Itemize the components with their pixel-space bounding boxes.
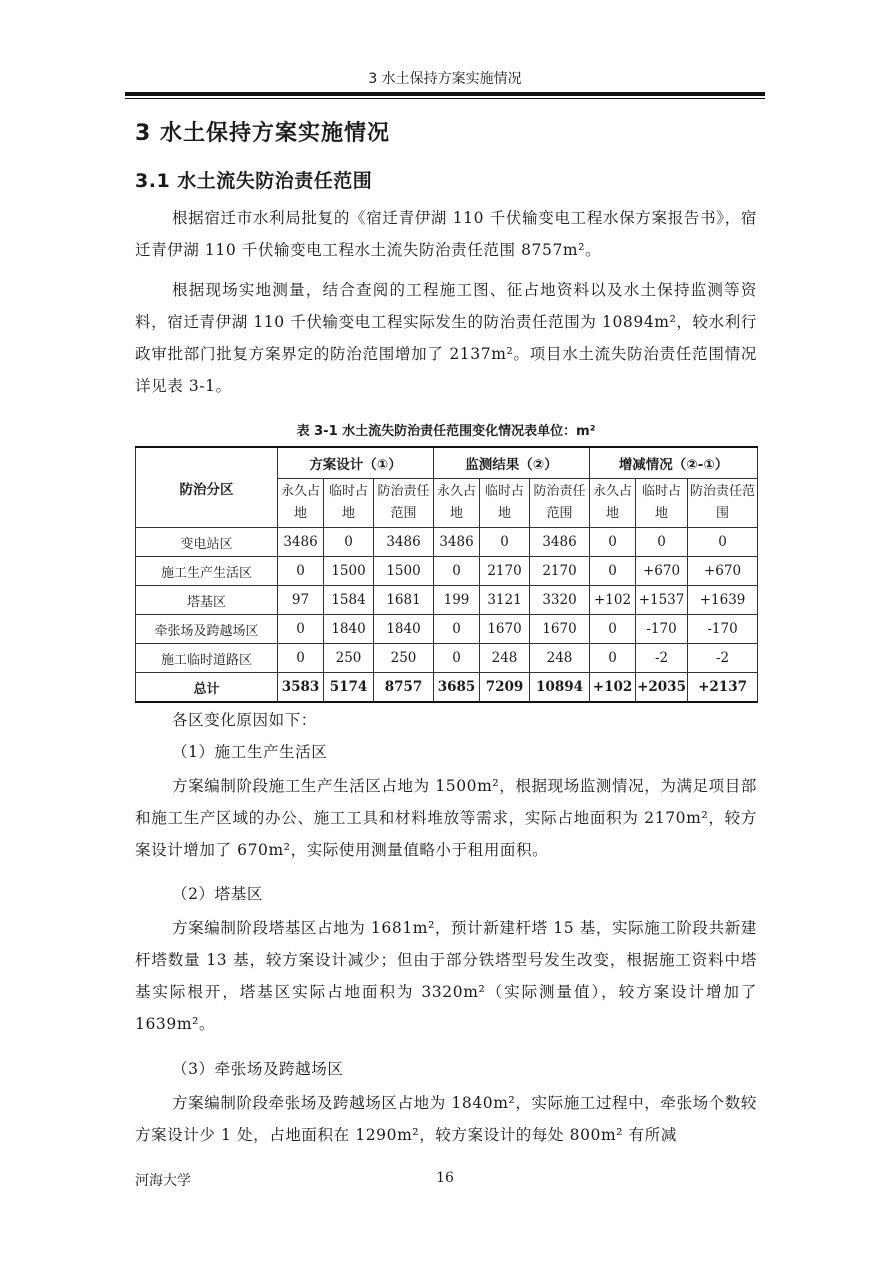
value-cell: +1537 xyxy=(636,586,688,615)
table-row xyxy=(136,528,758,557)
table-row xyxy=(136,557,758,586)
value-cell: 250 xyxy=(374,644,434,673)
paragraph-actual-scope: 根据现场实地测量，结合查阅的工程施工图、征占地资料以及水土保持监测等资料，宿迁青伊湖 110 千伏输变电工程实际发生的防治责任范围为 10894m²，较水利行政审批部门批复方案界定的防治范围增加了 2137m²。项目水土流失防治责任范围情况详见表 3-1。 xyxy=(135,281,757,395)
subheader-cell: 临时占地 xyxy=(480,479,530,528)
value-cell: 199 xyxy=(434,586,480,615)
subheader-cell: 临时占地 xyxy=(324,479,374,528)
value-cell: 3486 xyxy=(278,528,324,557)
value-cell: 250 xyxy=(324,644,374,673)
subheader-cell: 防治责任范围 xyxy=(374,479,434,528)
value-cell: +1639 xyxy=(688,586,758,615)
value-cell: 10894 xyxy=(530,673,590,703)
value-cell: 1500 xyxy=(374,557,434,586)
value-cell: 1584 xyxy=(324,586,374,615)
value-cell: 3486 xyxy=(374,528,434,557)
zone-cell: 总计 xyxy=(136,673,278,703)
zone-cell: 施工生产生活区 xyxy=(136,557,278,586)
value-cell: 3486 xyxy=(530,528,590,557)
zone-header: 防治分区 xyxy=(136,447,278,528)
subheader-cell: 防治责任范围 xyxy=(530,479,590,528)
value-cell: 0 xyxy=(480,528,530,557)
group-header-change: 增减情况（②-①） xyxy=(590,447,758,479)
value-cell: 1670 xyxy=(480,615,530,644)
changes-item-3-title: （3）牵张场及跨越场区 xyxy=(172,1060,344,1078)
value-cell: 0 xyxy=(278,644,324,673)
zone-cell: 施工临时道路区 xyxy=(136,644,278,673)
header-rule-thick xyxy=(125,92,765,96)
value-cell: -2 xyxy=(688,644,758,673)
value-cell: 8757 xyxy=(374,673,434,703)
subheader-cell: 临时占地 xyxy=(636,479,688,528)
zone-cell: 塔基区 xyxy=(136,586,278,615)
value-cell: -170 xyxy=(636,615,688,644)
value-cell: 0 xyxy=(590,557,636,586)
table-body xyxy=(136,528,758,703)
changes-intro: 各区变化原因如下： xyxy=(172,711,317,729)
changes-item-2-text: 方案编制阶段塔基区占地为 1681m²，预计新建杆塔 15 基，实际施工阶段共新建杆塔数量 13 基，较方案设计减少；但由于部分铁塔型号发生改变，根据施工资料中塔基实际根开，塔基区实际占地面积为 3320m²（实际测量值），较方案设计增加了 1639m²。 xyxy=(135,919,757,1033)
value-cell: 0 xyxy=(278,557,324,586)
subheader-cell: 永久占地 xyxy=(590,479,636,528)
value-cell: 0 xyxy=(324,528,374,557)
value-cell: 3685 xyxy=(434,673,480,703)
value-cell: 0 xyxy=(434,644,480,673)
subheader-cell: 防治责任范围 xyxy=(688,479,758,528)
value-cell: +2137 xyxy=(688,673,758,703)
zone-cell: 牵张场及跨越场区 xyxy=(136,615,278,644)
value-cell: 97 xyxy=(278,586,324,615)
value-cell: 3320 xyxy=(530,586,590,615)
group-header-design: 方案设计（①） xyxy=(278,447,434,479)
value-cell: 7209 xyxy=(480,673,530,703)
value-cell: 1840 xyxy=(324,615,374,644)
value-cell: 0 xyxy=(590,528,636,557)
value-cell: 3583 xyxy=(278,673,324,703)
subheader-cell: 永久占地 xyxy=(278,479,324,528)
table-caption: 表 3-1 水土流失防治责任范围变化情况表单位：m² xyxy=(296,424,596,439)
changes-item-1-title: （1）施工生产生活区 xyxy=(172,743,328,761)
value-cell: 1500 xyxy=(324,557,374,586)
value-cell: 3121 xyxy=(480,586,530,615)
value-cell: 0 xyxy=(590,615,636,644)
responsibility-scope-table xyxy=(135,446,758,703)
value-cell: 2170 xyxy=(480,557,530,586)
value-cell: +102 xyxy=(590,586,636,615)
paragraph-approved-scope: 根据宿迁市水利局批复的《宿迁青伊湖 110 千伏输变电工程水保方案报告书》，宿迁青伊湖 110 千伏输变电工程水土流失防治责任范围 8757m²。 xyxy=(135,209,757,259)
zone-cell: 变电站区 xyxy=(136,528,278,557)
running-header: 3 水土保持方案实施情况 xyxy=(368,71,522,87)
value-cell: 1681 xyxy=(374,586,434,615)
value-cell: +670 xyxy=(688,557,758,586)
changes-item-3-text: 方案编制阶段牵张场及跨越场区占地为 1840m²，实际施工过程中，牵张场个数较方案设计少 1 处，占地面积在 1290m²，较方案设计的每处 800m² 有所减 xyxy=(135,1094,757,1144)
table-row xyxy=(136,644,758,673)
subheader-cell: 永久占地 xyxy=(434,479,480,528)
table-row xyxy=(136,586,758,615)
value-cell: 1670 xyxy=(530,615,590,644)
value-cell: 248 xyxy=(530,644,590,673)
value-cell: 0 xyxy=(434,557,480,586)
value-cell: -170 xyxy=(688,615,758,644)
footer-page-number: 16 xyxy=(436,1170,454,1186)
value-cell: +2035 xyxy=(636,673,688,703)
value-cell: 5174 xyxy=(324,673,374,703)
changes-item-2-title: （2）塔基区 xyxy=(172,885,263,903)
value-cell: +670 xyxy=(636,557,688,586)
footer-institution: 河海大学 xyxy=(135,1173,191,1189)
value-cell: -2 xyxy=(636,644,688,673)
value-cell: 1840 xyxy=(374,615,434,644)
value-cell: +102 xyxy=(590,673,636,703)
changes-item-1-text: 方案编制阶段施工生产生活区占地为 1500m²，根据现场监测情况，为满足项目部和施工生产区域的办公、施工工具和材料堆放等需求，实际占地面积为 2170m²，较方案设计增加了 670m²，实际使用测量值略小于租用面积。 xyxy=(135,777,757,859)
value-cell: 2170 xyxy=(530,557,590,586)
group-header-monitoring: 监测结果（②） xyxy=(434,447,590,479)
subsection-title: 3.1 水土流失防治责任范围 xyxy=(135,170,373,192)
value-cell: 0 xyxy=(434,615,480,644)
table-total-row xyxy=(136,673,758,703)
value-cell: 0 xyxy=(590,644,636,673)
value-cell: 248 xyxy=(480,644,530,673)
table-row xyxy=(136,615,758,644)
section-title: 3 水土保持方案实施情况 xyxy=(135,121,390,146)
value-cell: 0 xyxy=(636,528,688,557)
value-cell: 0 xyxy=(688,528,758,557)
value-cell: 0 xyxy=(278,615,324,644)
header-rule-thin xyxy=(125,98,765,99)
value-cell: 3486 xyxy=(434,528,480,557)
